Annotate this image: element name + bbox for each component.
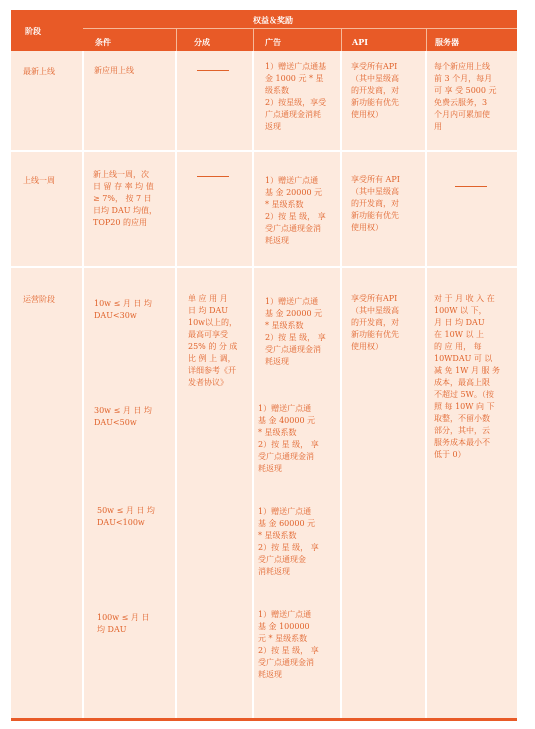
header-ads: 广告 (265, 37, 281, 47)
ads-cell: 1）赠送广点通基 金 1000 元 * 星 级系数 2）按星级，享受 广点通现金消耗 返现 (265, 62, 327, 131)
share-cell: 单 应 用 月 日 均 DAU 10w以上的， 最高可享受 25% 的 分 成 比 例 上 调， 详细参考《开 发者协议》 (188, 294, 238, 387)
server-cell: 每个新应用上线 前 3 个月，每月 可 享 受 5000 元 免费云服务，3 个月内可累加使 用 (434, 62, 497, 131)
server-cell: 对 于 月 收 入 在 100W 以 下， 月 日 均 DAU 在 10W 以 上 的 应 用， 每 10WDAU 可 以 减 免 1W 月 服 务 成本，最高上限 不超过 5W。（按 照 每 10W 向 下 取整，不留小数 部分，其中，云 服务成本最小不 低于 0） (434, 294, 501, 459)
col-divider (340, 51, 342, 721)
condition-cell: 100w ≤ 月 日 均 DAU (97, 613, 150, 634)
col-divider (82, 51, 84, 721)
stage-cell: 上线一周 (23, 176, 55, 185)
condition-cell: 50w ≤ 月 日 均 DAU<100w (97, 506, 155, 527)
stage-cell: 最新上线 (23, 67, 55, 76)
api-cell: 享受所有 API （其中星级高 的开发商，对 新功能有优先 使用权） (351, 175, 400, 232)
header-condition: 条件 (95, 37, 111, 47)
header-stage: 阶段 (25, 26, 41, 36)
ads-cell: 1）赠送广点通 基 金 20000 元 * 星级系数 2）按 星 级， 享 受广点通现金消 耗返现 (265, 297, 326, 366)
condition-cell: 10w ≤ 月 日 均 DAU<30w (94, 299, 152, 320)
condition-cell: 新应用上线 (94, 66, 134, 75)
header-col-divider (176, 29, 177, 51)
condition-cell: 30w ≤ 月 日 均 DAU<50w (94, 406, 152, 427)
header-col-divider (341, 29, 342, 51)
header-server: 服务器 (435, 37, 459, 47)
empty-dash (455, 186, 487, 187)
row-divider (11, 150, 517, 152)
ads-cell: 1）赠送广点通 基 金 60000 元 * 星级系数 2）按 星 级， 享 受广点通现金 消耗返现 (258, 507, 319, 576)
header-col-divider (253, 29, 254, 51)
ads-cell: 1）赠送广点通 基 金 40000 元 * 星级系数 2）按 星 级， 享 受广点通现金消 耗返现 (258, 404, 319, 473)
col-divider (175, 51, 177, 721)
col-divider (425, 51, 427, 721)
stage-cell: 运营阶段 (23, 295, 55, 304)
api-cell: 享受所有API （其中星级高 的开发商，对 新功能有优先 使用权） (351, 62, 399, 119)
header-divider (83, 28, 517, 29)
ads-cell: 1）赠送广点通 基 金 20000 元 * 星级系数 2）按 星 级， 享 受广点通现金消 耗返现 (265, 176, 326, 245)
condition-cell: 新上线一周，次 日 留 存 率 均 值 ≥ 7%， 按 7 日 日均 DAU 均值， TOP20 的应用 (93, 170, 158, 227)
row-divider (11, 266, 517, 268)
empty-dash (197, 176, 229, 177)
header-share: 分成 (194, 37, 210, 47)
header-rights: 权益＆奖励 (253, 15, 293, 25)
header-api: API (352, 37, 368, 47)
table-header (11, 10, 517, 51)
table-bottom-rule (11, 718, 517, 721)
header-col-divider (426, 29, 427, 51)
row-background (11, 151, 517, 267)
api-cell: 享受所有API （其中星级高 的开发商，对 新功能有优先 使用权） (351, 294, 399, 351)
ads-cell: 1）赠送广点通 基 金 100000 元 * 星级系数 2）按 星 级， 享 受广点通现金消 耗返现 (258, 610, 319, 679)
rewards-table (11, 10, 517, 721)
empty-dash (197, 70, 229, 71)
